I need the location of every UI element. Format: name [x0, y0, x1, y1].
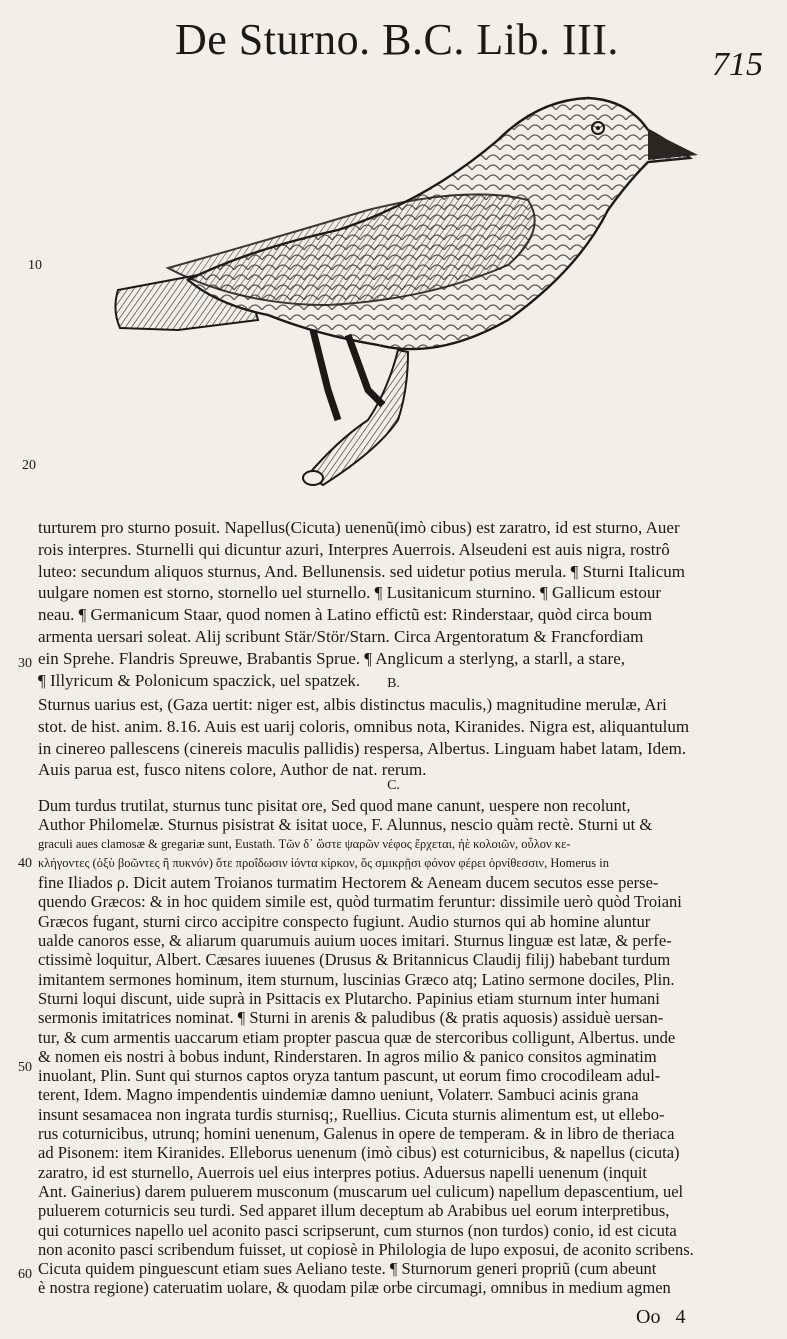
margin-line-number: 50 [18, 1060, 32, 1075]
paragraph-habits [38, 796, 768, 1298]
text-line: Author Philomelæ. Sturnus pisistrat & isitat uoce, F. Alunnus, nescio quàm rectè. Sturni ut & [38, 815, 653, 835]
section-letter-c: C. [387, 778, 400, 793]
text-line: imitantem sermones hominum, item sturnum, luscinias Græco atq; Latino sermone dociles, Plin. [38, 969, 675, 989]
text-line: stot. de hist. anim. 8.16. Auis est uarij coloris, omnibus nota, Kiranides. Nigra est, aliquantulum [38, 716, 690, 736]
text-line: Sturni loqui discunt, uide suprà in Psittacis ex Plutarcho. Papinius etiam sturnum inter humani [38, 988, 660, 1008]
text-line: terent, Idem. Magno impendentis uindemiæ damno ueniunt, Volaterr. Sambuci acinis grana [38, 1085, 639, 1105]
text-line: graculi aues clamosæ & gregariæ sunt, Eustath. Τῶν δ᾽ ὥστε ψαρῶν νέφος ἔρχεται, ἠὲ κολοιῶν, οὖλον κε- [38, 836, 571, 851]
text-line: & nomen eis nostri à bobus indunt, Rinderstaren. In agros milio & panico consitos agminatim [38, 1046, 657, 1066]
text-line: è nostra regione) cateruatim uolare, & quodam pilæ orbe circumagi, omnibus in medium agmen [38, 1278, 671, 1298]
margin-line-number: 10 [28, 258, 42, 273]
text-line: Ant. Gainerius) darem puluerem musconum (muscarum uel culicum) napellum depascentium, uel [38, 1181, 684, 1201]
margin-line-number: 40 [18, 856, 32, 871]
text-line: non aconito pasci scribendum fuisset, ut copiosè in Philologia de lupo exposui, de aconito scribens. [38, 1239, 694, 1259]
margin-line-number: 20 [22, 458, 36, 473]
page-number: 715 [712, 46, 763, 83]
margin-line-number: 30 [18, 656, 32, 671]
text-line: luteo: secundum aliquos sturnus, And. Bellunensis. sed uidetur potius merula. ¶ Sturni Italicum [38, 561, 686, 581]
text-line: sermonis imitatrices nominat. ¶ Sturni in arenis & paludibus (& pratis aquosis) assiduè uersan- [38, 1008, 664, 1028]
text-line: κλήγοντες (ὀξὺ βοῶντες ἢ πυκνόν) ὅτε προΐδωσιν ἰόντα κίρκον, ὅς σμικρῇσι φόνον φέρει ὀρνίθεσσιν, Homerus in [38, 855, 610, 870]
text-line: in cinereo pallescens (cinereis maculis pallidis) respersa, Albertus. Linguam habet latam, Idem. [38, 738, 687, 758]
section-letter-b: B. [387, 676, 400, 691]
text-line: fine Iliados ρ. Dicit autem Troianos turmatim Hectorem & Aeneam ducem secutos esse perse- [38, 873, 659, 893]
text-line: turturem pro sturno posuit. Napellus(Cicuta) uenenũ(imò cibus) est zaratro, id est sturno, Auer [38, 518, 680, 537]
text-line: rois interpres. Sturnelli qui dicuntur azuri, Interpres Auerrois. Alseudeni est auis nigra, rostrô [38, 539, 670, 559]
text-line: ualde canoros esse, & aliarum quarumuis auium uoces imitari. Sturnus linguæ est latæ, & perfe- [38, 931, 672, 951]
text-line: ein Sprehe. Flandris Spreuwe, Brabantis Sprue. ¶ Anglicum a sterlyng, a starll, a stare, [38, 648, 625, 668]
text-line: uulgare nomen est storno, stornello uel sturnello. ¶ Lusitanicum sturnino. ¶ Gallicum estour [38, 583, 662, 603]
running-title: De Sturno. B.C. Lib. III. [175, 15, 619, 64]
text-line: ¶ Illyricum & Polonicum spaczick, uel spatzek. [38, 670, 361, 690]
text-line: Græcos fugant, sturni circo accipitre conspecto fugiunt. Audio sturnos qui ab homine aluntur [38, 911, 651, 931]
signature-mark [636, 1306, 685, 1329]
text-line: tur, & cum armentis uaccarum etiam propter pascua quæ de stercoribus colligunt, Albertus. unde [38, 1027, 676, 1047]
signature-number: 4 [675, 1306, 686, 1328]
text-line: Auis parua est, fusco nitens colore, Author de nat. rerum. [38, 760, 427, 780]
margin-line-number: 60 [18, 1267, 32, 1282]
text-line: Dum turdus trutilat, sturnus tunc pisitat ore, Sed quod mane canunt, uespere non recolunt, [38, 796, 631, 815]
text-line: quendo Græcos: & in hoc quidem simile est, quòd turmatim feruntur: dissimile uerò quòd Troiani [38, 892, 682, 912]
text-line: ad Pisonem: item Kiranides. Elleborus uenenum (imò cibus) est coturnicibus, & napellus (cicuta) [38, 1143, 680, 1163]
signature-letters: Oo [636, 1306, 661, 1328]
text-line: inuolant, Plin. Sunt qui sturnos captos oryza tantum pascunt, ut eorum fimo crocodileam adul- [38, 1066, 661, 1086]
text-line: insunt sesamacea non ingrata turdis sturnisq;, Ruellius. Cicuta sturnis alimentum est, ut ellebo- [38, 1104, 665, 1124]
text-line: qui coturnices napello uel aconito pasci scripserunt, cum sturnos (non turdos) conio, id est cicuta [38, 1220, 677, 1240]
text-line: ctissimè loquitur, Albert. Cæsares iuuenes (Drusus & Britannicus Claudij filij) habebant turdum [38, 950, 671, 970]
text-line: neau. ¶ Germanicum Staar, quod nomen à Latino effictũ est: Rinderstaar, quòd circa boum [38, 605, 653, 625]
text-line: Sturnus uarius est, (Gaza uertit: niger est, albis distinctus maculis,) magnitudine merulæ, Ari [38, 695, 667, 714]
text-line: zaratro, id est sturnello, Auerrois uel eius interpres potius. Aduersus napelli uenenum (inquit [38, 1162, 647, 1182]
text-line: Cicuta quidem pinguescunt etiam sues Aeliano teste. ¶ Sturnorum generi propriũ (cum abeunt [38, 1259, 657, 1279]
text-line: rus coturnicibus, utrunq; homini uenenum, Galenus in opere de temperam. & in libro de theriaca [38, 1124, 675, 1144]
paragraph-description [38, 694, 768, 781]
starling-woodcut-icon [108, 90, 708, 490]
text-line: armenta uersari soleat. Alij scribunt Stär/Stör/Starn. Circa Argentoratum & Francfordiam [38, 626, 644, 646]
paragraph-names [38, 517, 768, 691]
text-line: puluerem coturnicis seu turdi. Sed apparet illum deceptum ab Arabibus uel eorum interpretibus, [38, 1201, 670, 1221]
